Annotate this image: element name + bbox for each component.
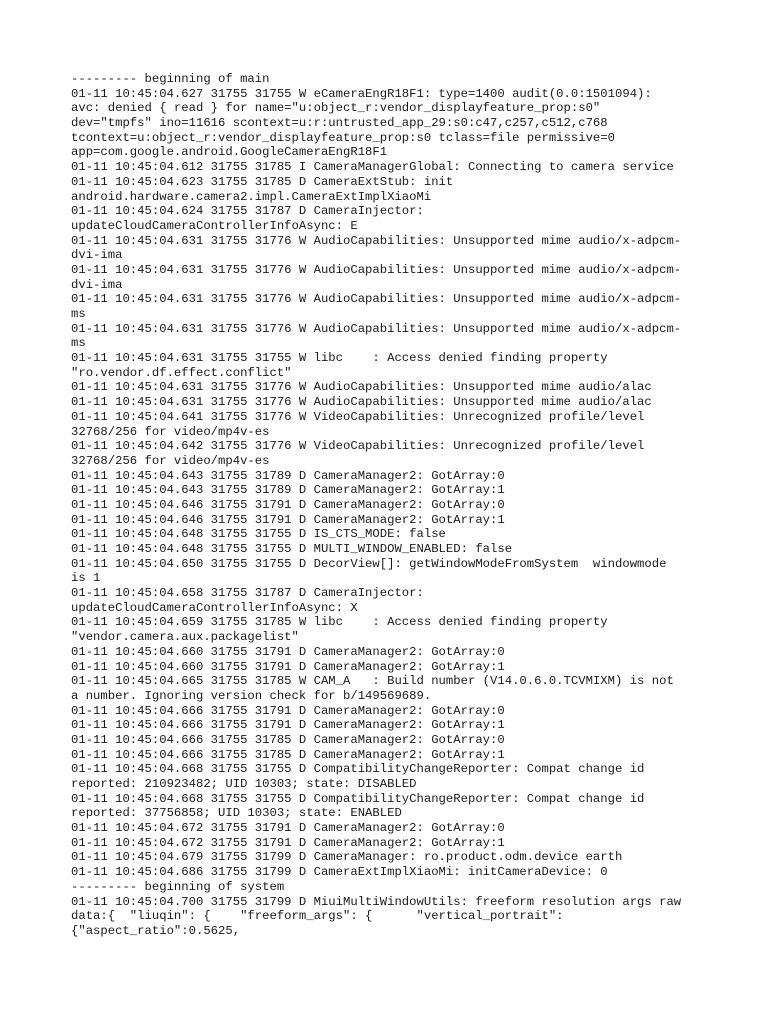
log-line: 01-11 10:45:04.646 31755 31791 D CameraManager2: GotArray:1 bbox=[71, 512, 505, 527]
log-line: 01-11 10:45:04.672 31755 31791 D CameraManager2: GotArray:1 bbox=[71, 835, 505, 850]
log-line: 01-11 10:45:04.700 31755 31799 D MiuiMultiWindowUtils: freeform resolution args raw bbox=[71, 894, 682, 909]
log-line: 01-11 10:45:04.631 31755 31755 W libc : Access denied finding property bbox=[71, 351, 608, 366]
log-line: "vendor.camera.aux.packagelist" bbox=[71, 630, 299, 645]
log-line: reported: 37756858; UID 10303; state: ENABLED bbox=[71, 806, 402, 821]
log-line: 01-11 10:45:04.627 31755 31755 W eCameraEngR18F1: type=1400 audit(0.0:1501094): bbox=[71, 86, 652, 101]
log-line: is 1 bbox=[71, 571, 101, 586]
log-line: 01-11 10:45:04.631 31755 31776 W AudioCapabilities: Unsupported mime audio/x-adpcm- bbox=[71, 233, 682, 248]
log-line: 01-11 10:45:04.666 31755 31785 D CameraManager2: GotArray:1 bbox=[71, 747, 505, 762]
log-line: 01-11 10:45:04.660 31755 31791 D CameraManager2: GotArray:0 bbox=[71, 644, 505, 659]
log-line: 32768/256 for video/mp4v-es bbox=[71, 424, 270, 439]
log-line: --------- beginning of main bbox=[71, 72, 270, 86]
log-line: 01-11 10:45:04.642 31755 31776 W VideoCapabilities: Unrecognized profile/level bbox=[71, 439, 645, 454]
log-line: 01-11 10:45:04.665 31755 31785 W CAM_A : Build number (V14.0.6.0.TCVMIXM) is not bbox=[71, 674, 674, 689]
log-line: 01-11 10:45:04.658 31755 31787 D CameraInjector: bbox=[71, 586, 424, 601]
log-line: 01-11 10:45:04.623 31755 31785 D CameraExtStub: init bbox=[71, 174, 454, 189]
log-line: dvi-ima bbox=[71, 248, 123, 263]
log-line: 01-11 10:45:04.666 31755 31785 D CameraManager2: GotArray:0 bbox=[71, 732, 505, 747]
log-line: 01-11 10:45:04.631 31755 31776 W AudioCapabilities: Unsupported mime audio/x-adpcm- bbox=[71, 262, 682, 277]
log-line: 01-11 10:45:04.631 31755 31776 W AudioCapabilities: Unsupported mime audio/alac bbox=[71, 380, 652, 395]
log-line: avc: denied { read } for name="u:object_r:vendor_displayfeature_prop:s0" bbox=[71, 101, 601, 116]
log-line: updateCloudCameraControllerInfoAsync: E bbox=[71, 218, 358, 233]
log-line: 01-11 10:45:04.650 31755 31755 D DecorView[]: getWindowModeFromSystem windowmode bbox=[71, 556, 667, 571]
log-line: 01-11 10:45:04.624 31755 31787 D CameraInjector: bbox=[71, 204, 424, 219]
log-line: 01-11 10:45:04.686 31755 31799 D CameraExtImplXiaoMi: initCameraDevice: 0 bbox=[71, 865, 608, 880]
log-line: 01-11 10:45:04.666 31755 31791 D CameraManager2: GotArray:1 bbox=[71, 718, 505, 733]
log-line: ms bbox=[71, 307, 86, 321]
log-line: 01-11 10:45:04.668 31755 31755 D CompatibilityChangeReporter: Compat change id bbox=[71, 791, 645, 806]
log-document bbox=[71, 72, 711, 939]
log-line: 01-11 10:45:04.643 31755 31789 D CameraManager2: GotArray:0 bbox=[71, 468, 505, 483]
log-line: 01-11 10:45:04.659 31755 31785 W libc : Access denied finding property bbox=[71, 615, 608, 630]
log-line: {"aspect_ratio":0.5625, bbox=[71, 923, 241, 938]
log-line: android.hardware.camera2.impl.CameraExtImplXiaoMi bbox=[71, 189, 432, 204]
log-line: app=com.google.android.GoogleCameraEngR18F1 bbox=[71, 145, 388, 160]
log-line: tcontext=u:object_r:vendor_displayfeature_prop:s0 tclass=file permissive=0 bbox=[71, 130, 615, 145]
log-line: 01-11 10:45:04.660 31755 31791 D CameraManager2: GotArray:1 bbox=[71, 659, 505, 674]
log-line: 01-11 10:45:04.631 31755 31776 W AudioCapabilities: Unsupported mime audio/x-adpcm- bbox=[71, 292, 682, 307]
log-line: 01-11 10:45:04.646 31755 31791 D CameraManager2: GotArray:0 bbox=[71, 497, 505, 512]
log-line: 01-11 10:45:04.612 31755 31785 I CameraManagerGlobal: Connecting to camera service bbox=[71, 160, 674, 175]
log-line: 01-11 10:45:04.648 31755 31755 D IS_CTS_MODE: false bbox=[71, 527, 446, 542]
log-line: 01-11 10:45:04.679 31755 31799 D CameraManager: ro.product.odm.device earth bbox=[71, 850, 623, 865]
log-line: dev="tmpfs" ino=11616 scontext=u:r:untrusted_app_29:s0:c47,c257,c512,c768 bbox=[71, 116, 608, 131]
log-line: "ro.vendor.df.effect.conflict" bbox=[71, 365, 292, 380]
log-line: a number. Ignoring version check for b/149569689. bbox=[71, 688, 432, 703]
log-line: dvi-ima bbox=[71, 277, 123, 292]
log-line: 01-11 10:45:04.672 31755 31791 D CameraManager2: GotArray:0 bbox=[71, 821, 505, 836]
log-line: updateCloudCameraControllerInfoAsync: X bbox=[71, 600, 358, 615]
log-line: 01-11 10:45:04.648 31755 31755 D MULTI_WINDOW_ENABLED: false bbox=[71, 542, 513, 556]
log-line: data:{ "liuqin": { "freeform_args": { "vertical_portrait": bbox=[71, 909, 564, 924]
log-line: ms bbox=[71, 336, 86, 351]
log-line: 01-11 10:45:04.643 31755 31789 D CameraManager2: GotArray:1 bbox=[71, 483, 505, 498]
log-line: --------- beginning of system bbox=[71, 879, 285, 894]
log-line: 01-11 10:45:04.631 31755 31776 W AudioCapabilities: Unsupported mime audio/x-adpcm- bbox=[71, 321, 682, 336]
log-line: 32768/256 for video/mp4v-es bbox=[71, 453, 270, 468]
log-line: 01-11 10:45:04.641 31755 31776 W VideoCapabilities: Unrecognized profile/level bbox=[71, 409, 645, 424]
log-line: 01-11 10:45:04.631 31755 31776 W AudioCapabilities: Unsupported mime audio/alac bbox=[71, 395, 652, 410]
log-line: 01-11 10:45:04.668 31755 31755 D CompatibilityChangeReporter: Compat change id bbox=[71, 762, 645, 777]
log-line: reported: 210923482; UID 10303; state: DISABLED bbox=[71, 777, 417, 791]
log-line: 01-11 10:45:04.666 31755 31791 D CameraManager2: GotArray:0 bbox=[71, 703, 505, 718]
